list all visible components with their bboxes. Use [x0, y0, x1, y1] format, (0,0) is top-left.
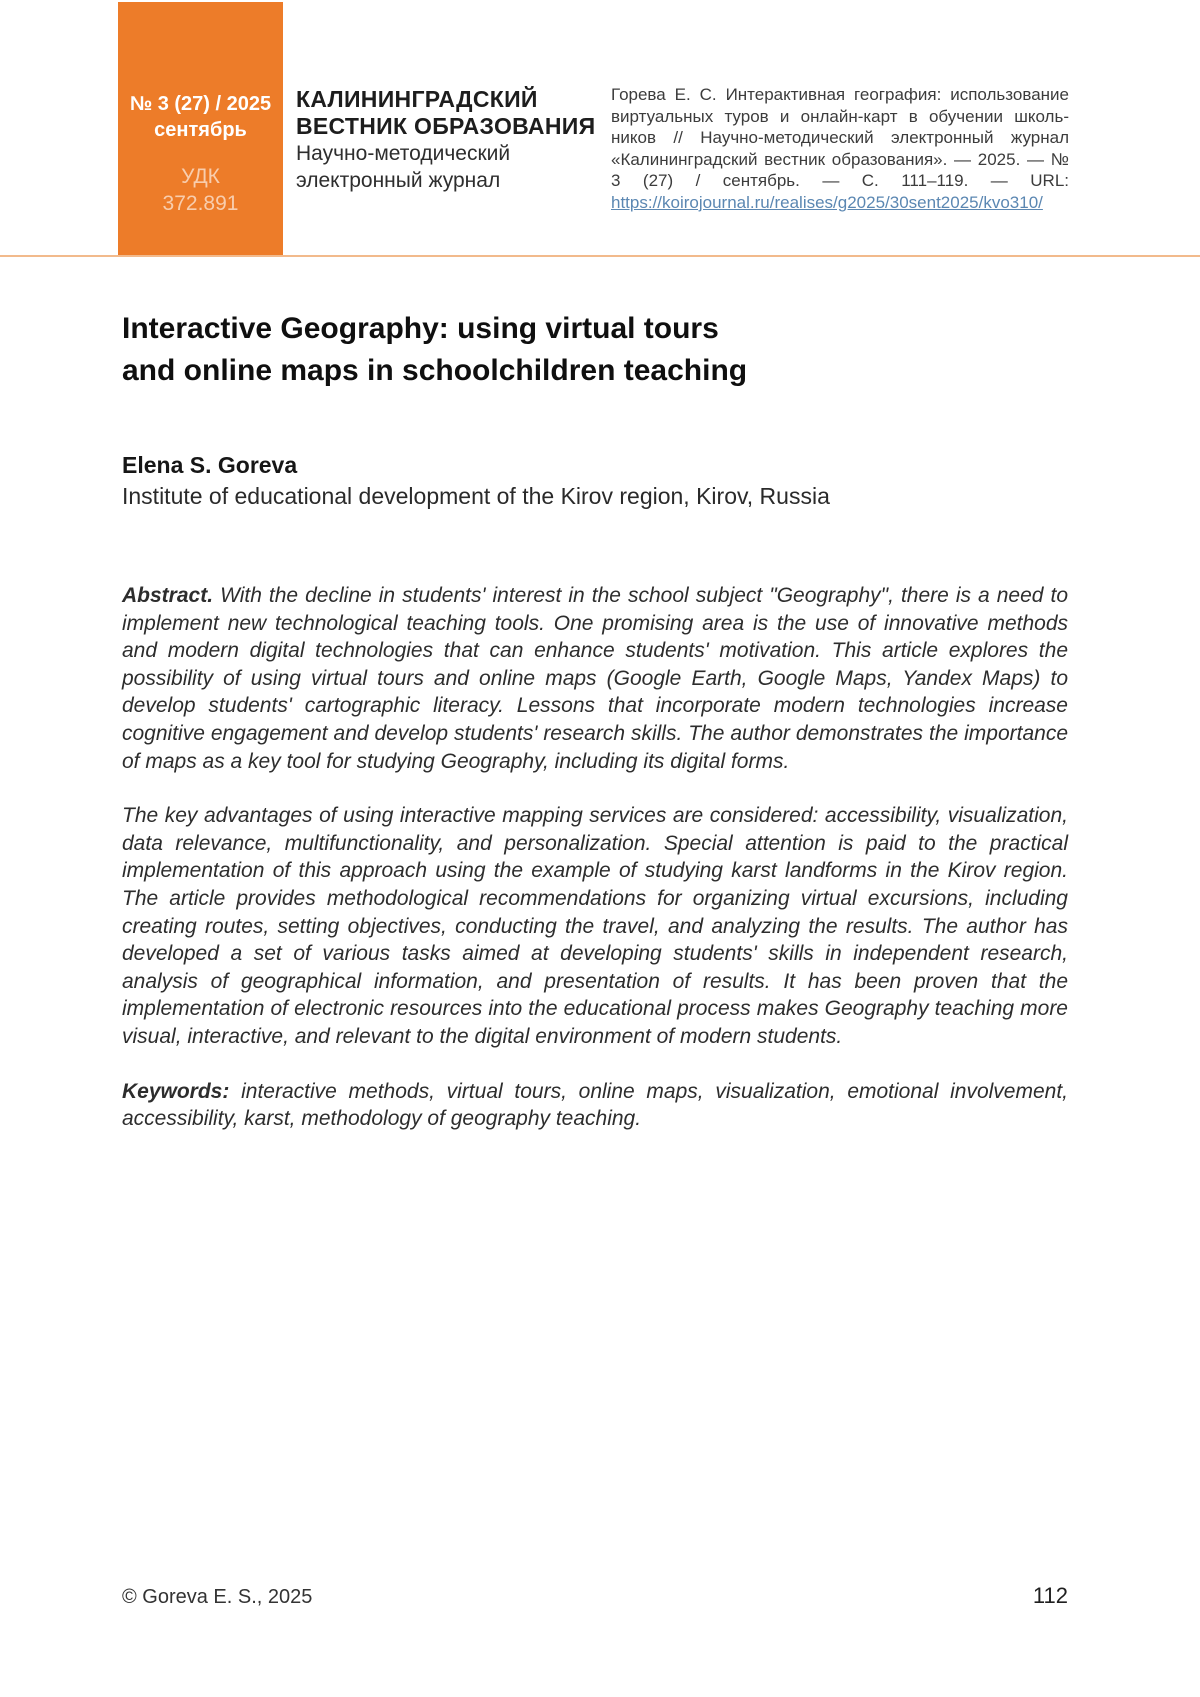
article-title	[122, 308, 1068, 392]
author-block	[122, 450, 1068, 512]
abstract-paragraph-1	[122, 582, 1068, 775]
citation-url-link[interactable]: https://koirojournal.ru/realises/g2025/30sent2025/kvo310/	[611, 192, 1043, 212]
journal-name-line2: ВЕСТНИК ОБРАЗОВАНИЯ	[296, 113, 596, 139]
udc-number: 372.891	[162, 192, 239, 215]
issue-number: № 3 (27) / 2025	[129, 93, 272, 115]
abstract-section	[122, 582, 1068, 1133]
keywords-text: interactive methods, virtual tours, online maps, visualization, emotional involvement, accessibility, karst, methodology of geography teaching.	[122, 1079, 1068, 1131]
author-name: Elena S. Goreva	[122, 452, 298, 478]
author-affiliation: Institute of educational development of the Kirov region, Kirov, Russia	[122, 483, 830, 509]
journal-title-block	[296, 86, 596, 194]
abstract-label: Abstract.	[122, 584, 214, 607]
udc-label: УДК	[181, 165, 220, 188]
copyright-notice: © Goreva E. S., 2025	[122, 1586, 313, 1608]
issue-info-box	[118, 2, 283, 257]
page-footer	[122, 1583, 1068, 1609]
page-number: 112	[1032, 1583, 1068, 1608]
header-divider-line	[0, 255, 1200, 257]
article-title-line1: Interactive Geography: using virtual tours	[122, 312, 719, 345]
journal-subtitle-line2: электронный журнал	[296, 169, 501, 192]
article-citation	[611, 84, 1069, 213]
abstract-paragraph-1-text: With the decline in students' interest in the school subject "Geography", there is a need to implement new technological teaching tools. One promising area is the use of innovative methods and modern digital technologies that can enhance students' motivation. This article explores the possibility of using virtual tours and online maps (Google Earth, Google Maps, Yandex Maps) to develop students' cartographic literacy. Lessons that incorporate modern technologies increase cognitive engagement and develop students' research skills. The author demonstrates the importance of maps as a key tool for studying Geography, including its digital forms.	[122, 584, 1068, 773]
article-title-line2: and online maps in schoolchildren teaching	[122, 354, 748, 387]
journal-subtitle-line1: Научно-методический	[296, 142, 511, 165]
citation-text: Горева Е. С. Интерактивная география: использование виртуальных туров и онлайн-карт в обучении школьников // Научно-методический электронный журнал «Калининградский вестник образования». — 2025. — № 3 (27) / сентябрь. — С. 111–119. — URL:	[611, 85, 1069, 190]
abstract-paragraph-2: The key advantages of using interactive mapping services are considered: accessibility, visualization, data relevance, multifunctionality, and personalization. Special attention is paid to the practical implementation of this approach using the example of studying karst landforms in the Kirov region. The article provides methodological recommendations for organizing virtual excursions, including creating routes, setting objectives, conducting the travel, and analyzing the results. The author has developed a set of various tasks aimed at developing students' skills in independent research, analysis of geographical information, and presentation of results. It has been proven that the implementation of electronic resources into the educational process makes Geography teaching more visual, interactive, and relevant to the digital environment of modern students.	[122, 804, 1068, 1048]
keywords-label: Keywords:	[122, 1079, 230, 1103]
keywords-paragraph	[122, 1078, 1068, 1133]
journal-name-line1: КАЛИНИНГРАДСКИЙ	[296, 86, 538, 112]
issue-month: сентябрь	[154, 119, 247, 141]
